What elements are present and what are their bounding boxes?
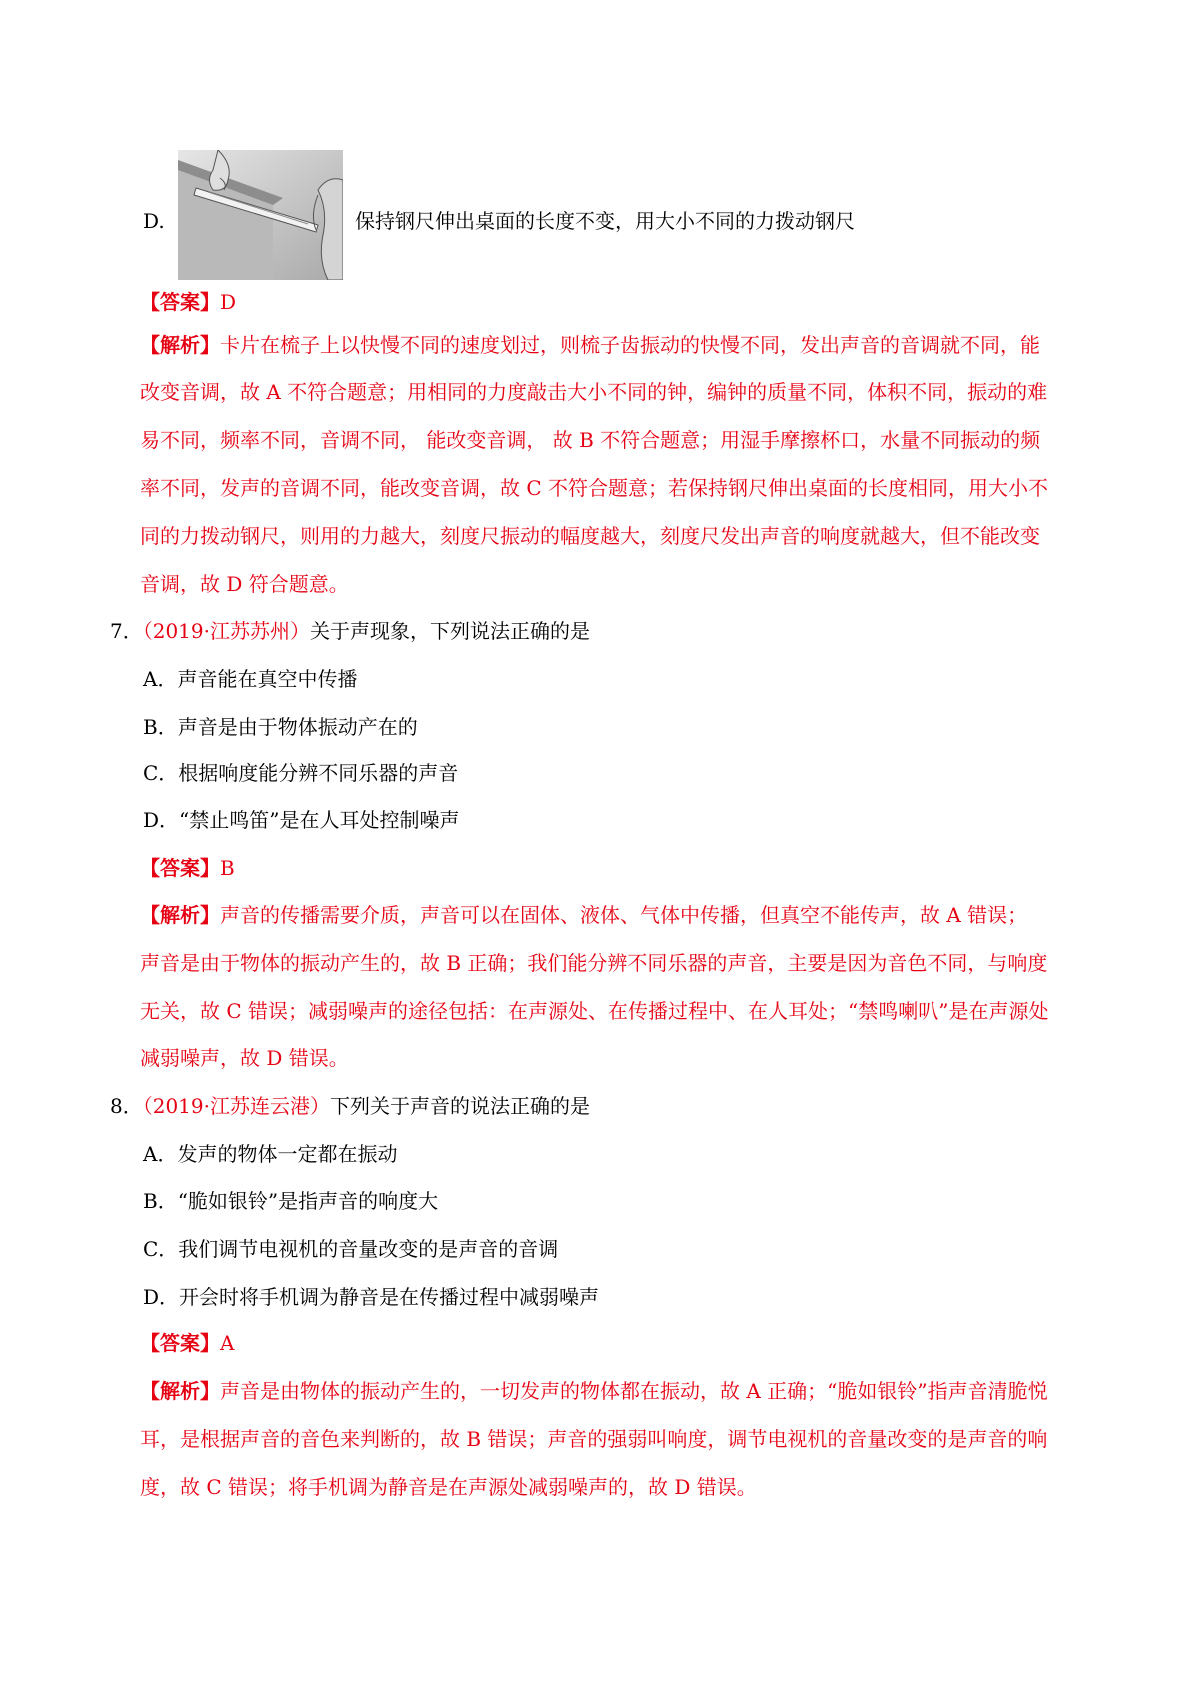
q6-explanation-line: 率不同，发声的音调不同，能改变音调，故 C 不符合题意；若保持钢尺伸出桌面的长度相同，用大小不 <box>140 476 1049 500</box>
q7-stem-text: 关于声现象，下列说法正确的是 <box>310 619 590 643</box>
q8-stem-text: 下列关于声音的说法正确的是 <box>330 1094 590 1118</box>
q6-answer-value: D <box>220 290 237 314</box>
q8-explanation-text: 声音是由物体的振动产生的，一切发声的物体都在振动，故 A 正确；“脆如银铃”指声音清脆悦 <box>220 1379 1048 1403</box>
q7-answer-tag: 【答案】 <box>140 856 220 880</box>
q8-explanation-line: 度，故 C 错误；将手机调为静音是在声源处减弱噪声的，故 D 错误。 <box>140 1475 757 1499</box>
q7-explanation-line: 减弱噪声，故 D 错误。 <box>140 1046 349 1070</box>
q6-answer <box>140 289 236 315</box>
q7-number: 7． <box>110 619 143 643</box>
q6-option-d-letter: D. <box>143 209 165 233</box>
q7-stem <box>110 618 590 644</box>
q8-option-c: C．我们调节电视机的音量改变的是声音的音调 <box>143 1237 559 1261</box>
q6-option-d-text: 保持钢尺伸出桌面的长度不变，用大小不同的力拨动钢尺 <box>355 209 855 233</box>
q6-explanation-line: 易不同，频率不同，音调不同， 能改变音调， 故 B 不符合题意；用湿手摩擦杯口，水量不同振动的频 <box>140 428 1041 452</box>
q8-stem <box>110 1093 590 1119</box>
q6-answer-tag: 【答案】 <box>140 290 220 314</box>
q8-explanation-line: 耳，是根据声音的音色来判断的，故 B 错误；声音的强弱叫响度，调节电视机的音量改变的是声音的响 <box>140 1427 1048 1451</box>
q7-answer-value: B <box>220 856 235 880</box>
q8-answer <box>140 1330 234 1356</box>
q6-explanation-line <box>140 332 1040 358</box>
q6-explanation-line: 改变音调，故 A 不符合题意；用相同的力度敲击大小不同的钟，编钟的质量不同，体积不同，振动的难 <box>140 380 1048 404</box>
q8-option-d: D．开会时将手机调为静音是在传播过程中减弱噪声 <box>143 1285 600 1309</box>
q6-explanation-tag: 【解析】 <box>140 333 220 357</box>
q7-option-c: C．根据响度能分辨不同乐器的声音 <box>143 761 459 785</box>
q8-source: （2019·江苏连云港） <box>142 1094 330 1118</box>
q7-explanation-tag: 【解析】 <box>140 903 220 927</box>
ruler-experiment-figure <box>178 150 343 280</box>
q7-answer <box>140 855 235 881</box>
q7-explanation-line <box>140 902 1027 928</box>
q8-option-b: B．“脆如银铃”是指声音的响度大 <box>143 1189 439 1213</box>
q7-option-a: A．声音能在真空中传播 <box>143 667 358 691</box>
q8-number: 8． <box>110 1094 143 1118</box>
q7-explanation-text: 声音的传播需要介质，声音可以在固体、液体、气体中传播，但真空不能传声，故 A 错误； <box>220 903 1028 927</box>
q8-explanation-line <box>140 1378 1048 1404</box>
q6-option-d <box>143 150 943 280</box>
q6-explanation-text: 卡片在梳子上以快慢不同的速度划过，则梳子齿振动的快慢不同，发出声音的音调就不同，能 <box>220 333 1040 357</box>
q8-option-a: A．发声的物体一定都在振动 <box>143 1142 398 1166</box>
q7-option-b: B．声音是由于物体振动产在的 <box>143 715 418 739</box>
q7-explanation-line: 无关，故 C 错误；减弱噪声的途径包括：在声源处、在传播过程中、在人耳处；“禁鸣喇叭”是在声源处 <box>140 999 1049 1023</box>
q8-answer-value: A <box>220 1331 235 1355</box>
q7-option-d: D．“禁止鸣笛”是在人耳处控制噪声 <box>143 808 460 832</box>
q7-source: （2019·江苏苏州） <box>142 619 310 643</box>
q6-explanation-line: 音调，故 D 符合题意。 <box>140 572 349 596</box>
q6-explanation-line: 同的力拨动钢尺，则用的力越大，刻度尺振动的幅度越大，刻度尺发出声音的响度就越大，但不能改变 <box>140 524 1040 548</box>
q8-answer-tag: 【答案】 <box>140 1331 220 1355</box>
q8-explanation-tag: 【解析】 <box>140 1379 220 1403</box>
q7-explanation-line: 声音是由于物体的振动产生的，故 B 正确；我们能分辨不同乐器的声音，主要是因为音色不同，与响度 <box>140 951 1048 975</box>
